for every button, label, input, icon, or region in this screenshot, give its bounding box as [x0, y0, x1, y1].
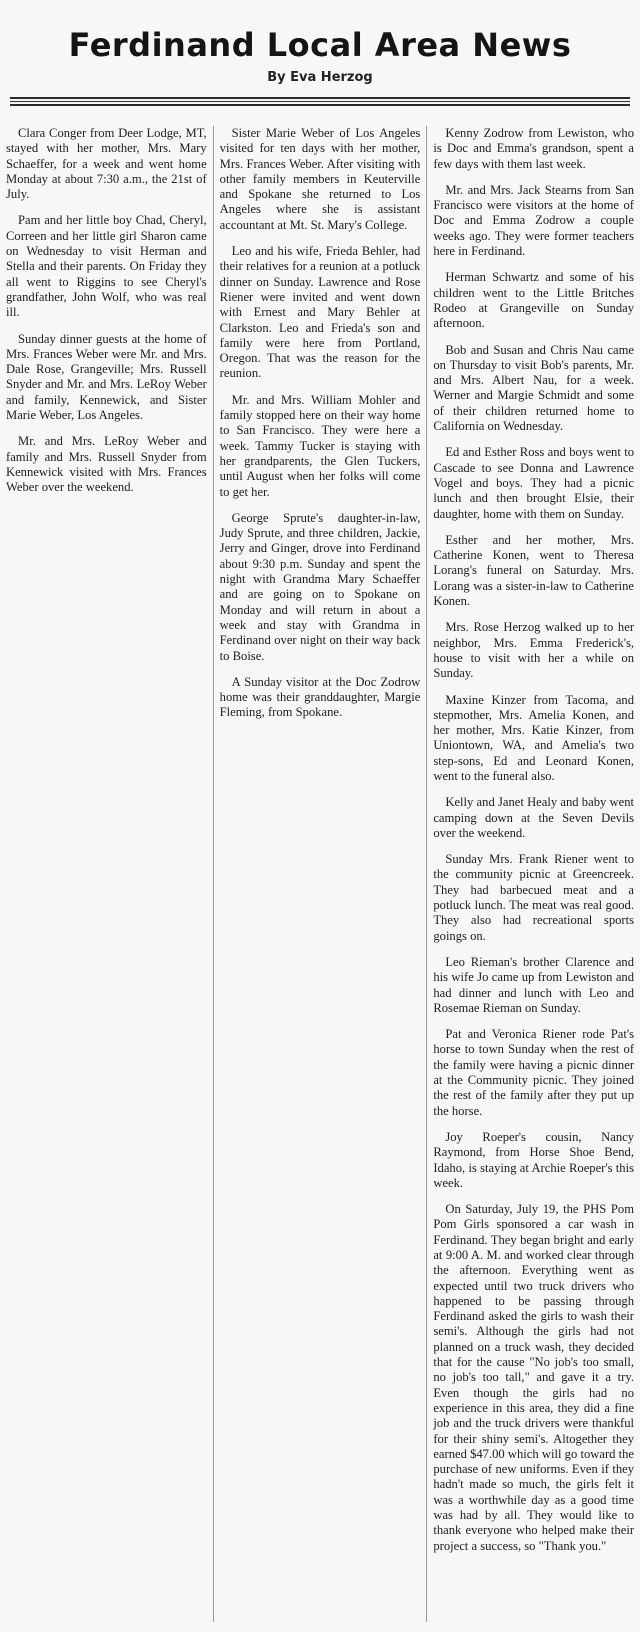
news-item: Esther and her mother, Mrs. Catherine Konen, went to Theresa Lorang's funeral on Saturday. Mrs. Lorang was a sister-in-law to Catherine Konen. [433, 532, 635, 609]
byline: By Eva Herzog [267, 70, 373, 85]
news-item: Mr. and Mrs. William Mohler and family stopped here on their way home to San Francisco. They were here a week. Tammy Tucker is staying with her grandparents, the Glen Tuckers, until August when her folks will come to get her. [219, 392, 421, 499]
article-header [10, 0, 630, 85]
news-item: Leo and his wife, Frieda Behler, had their relatives for a reunion at a potluck dinner on Sunday. Lawrence and Rose Riener were invited and went down with Ernest and Mary Behler at Clarkston. Leo and Frieda's son and family were here from Portland, Oregon. That was the reason for the reunion. [219, 244, 421, 381]
news-item: Sunday Mrs. Frank Riener went to the community picnic at Greencreek. They had barbecued meat and a potluck lunch. The meat was real good. They also had recreational sports goings on. [433, 852, 635, 943]
news-item: Mrs. Rose Herzog walked up to her neighbor, Mrs. Emma Frederick's, house to visit with her a while on Sunday. [433, 620, 635, 681]
news-item: Sunday dinner guests at the home of Mrs. Frances Weber were Mr. and Mrs. Dale Rose, Grangeville; Mrs. Russell Snyder and Mr. and Mrs. LeRoy Weber and family, Kennewick, and Sister Marie Weber, Los Angeles. [6, 331, 207, 423]
news-item: A Sunday visitor at the Doc Zodrow home was their granddaughter, Margie Fleming, from Spokane. [219, 674, 421, 720]
news-item: Joy Roeper's cousin, Nancy Raymond, from Horse Shoe Bend, Idaho, is staying at Archie Roeper's this week. [433, 1129, 635, 1190]
article-columns [6, 126, 634, 1622]
news-item: Kelly and Janet Healy and baby went camping down at the Seven Devils over the weekend. [433, 795, 635, 840]
news-item: Bob and Susan and Chris Nau came on Thursday to visit Bob's parents, Mr. and Mrs. Albert Nau, for a week. Werner and Margie Schmidt and some of their children returned home to California on Wednesday. [433, 342, 635, 434]
news-item: Maxine Kinzer from Tacoma, and stepmother, Mrs. Amelia Konen, and her mother, Mrs. Katie Kinzer, from Uniontown, WA, and Amelia's two step-sons, Ed and Leonard Konen, went to the funeral also. [433, 692, 635, 783]
news-item: Herman Schwartz and some of his children went to the Little Britches Rodeo at Grangeville on Sunday afternoon. [433, 270, 635, 331]
news-item: Clara Conger from Deer Lodge, MT, stayed with her mother, Mrs. Mary Schaeffer, for a week and went home Monday at about 7:30 a.m., the 21st of July. [6, 126, 207, 202]
column-1 [6, 126, 207, 1622]
news-item: George Sprute's daughter-in-law, Judy Sprute, and three children, Jackie, Jerry and Ginger, drove into Ferdinand about 9:30 p.m. Sunday and spent the night with Grandma Mary Schaeffer and are going on to Spokane on Monday and will return in about a week and stay with Grandma in Ferdinand over night on their way back to Boise. [219, 510, 421, 663]
header-rule [10, 97, 630, 106]
news-item: Mr. and Mrs. Jack Stearns from San Francisco were visitors at the home of Doc and Emma Zodrow a couple weeks ago. They were former teachers here in Ferdinand. [433, 182, 635, 259]
news-item: Pam and her little boy Chad, Cheryl, Correen and her little girl Sharon came on Wednesday to visit Herman and Stella and their parents. On Friday they all went to Riggins to see Cheryl's grandfather, John Wolf, who was real ill. [6, 213, 207, 320]
news-item: Sister Marie Weber of Los Angeles visited for ten days with her mother, Mrs. Frances Weber. After visiting with other family members in Keuterville and Spokane she returned to Los Angeles where she is assistant accountant at Mt. St. Mary's College. [219, 126, 421, 232]
column-3 [426, 126, 634, 1622]
news-item: Pat and Veronica Riener rode Pat's horse to town Sunday when the rest of the family were having a picnic dinner at the Community picnic. They joined the rest of the family after they put up the horse. [433, 1027, 635, 1118]
news-item: Mr. and Mrs. LeRoy Weber and family and Mrs. Russell Snyder from Kennewick visited with Mrs. Frances Weber over the weekend. [6, 434, 207, 495]
news-item: On Saturday, July 19, the PHS Pom Pom Girls sponsored a car wash in Ferdinand. They began bright and early at 9:00 A. M. and worked clear through the afternoon. Everything went as expected until two truck drivers who happened to be passing through Ferdinand asked the girls to wash their semi's. Although the girls had not planned on a truck wash, they decided that for the cause "No job's too small, no job's too tall," and gave it a try. Even though the girls had no experience in this area, they did a fine job and the truck drivers were thankful for their shiny semi's. Altogether they earned $47.00 which will go toward the purchase of new uniforms. Even if they hadn't made so much, the girls felt it was a worthwhile day as a good time was had by all. They would like to thank everyone who helped make their project a success, so "Thank you." [433, 1202, 635, 1553]
headline: Ferdinand Local Area News [68, 26, 572, 64]
column-2 [213, 126, 421, 1622]
news-item: Ed and Esther Ross and boys went to Cascade to see Donna and Lawrence Vogel and boys. They had a picnic lunch and then brought Elsie, their daughter, home with them on Sunday. [433, 445, 635, 521]
news-item: Leo Rieman's brother Clarence and his wife Jo came up from Lewiston and had dinner and lunch with Leo and Rosemae Rieman on Sunday. [433, 954, 635, 1015]
news-item: Kenny Zodrow from Lewiston, who is Doc and Emma's grandson, spent a few days with them last week. [433, 126, 635, 171]
